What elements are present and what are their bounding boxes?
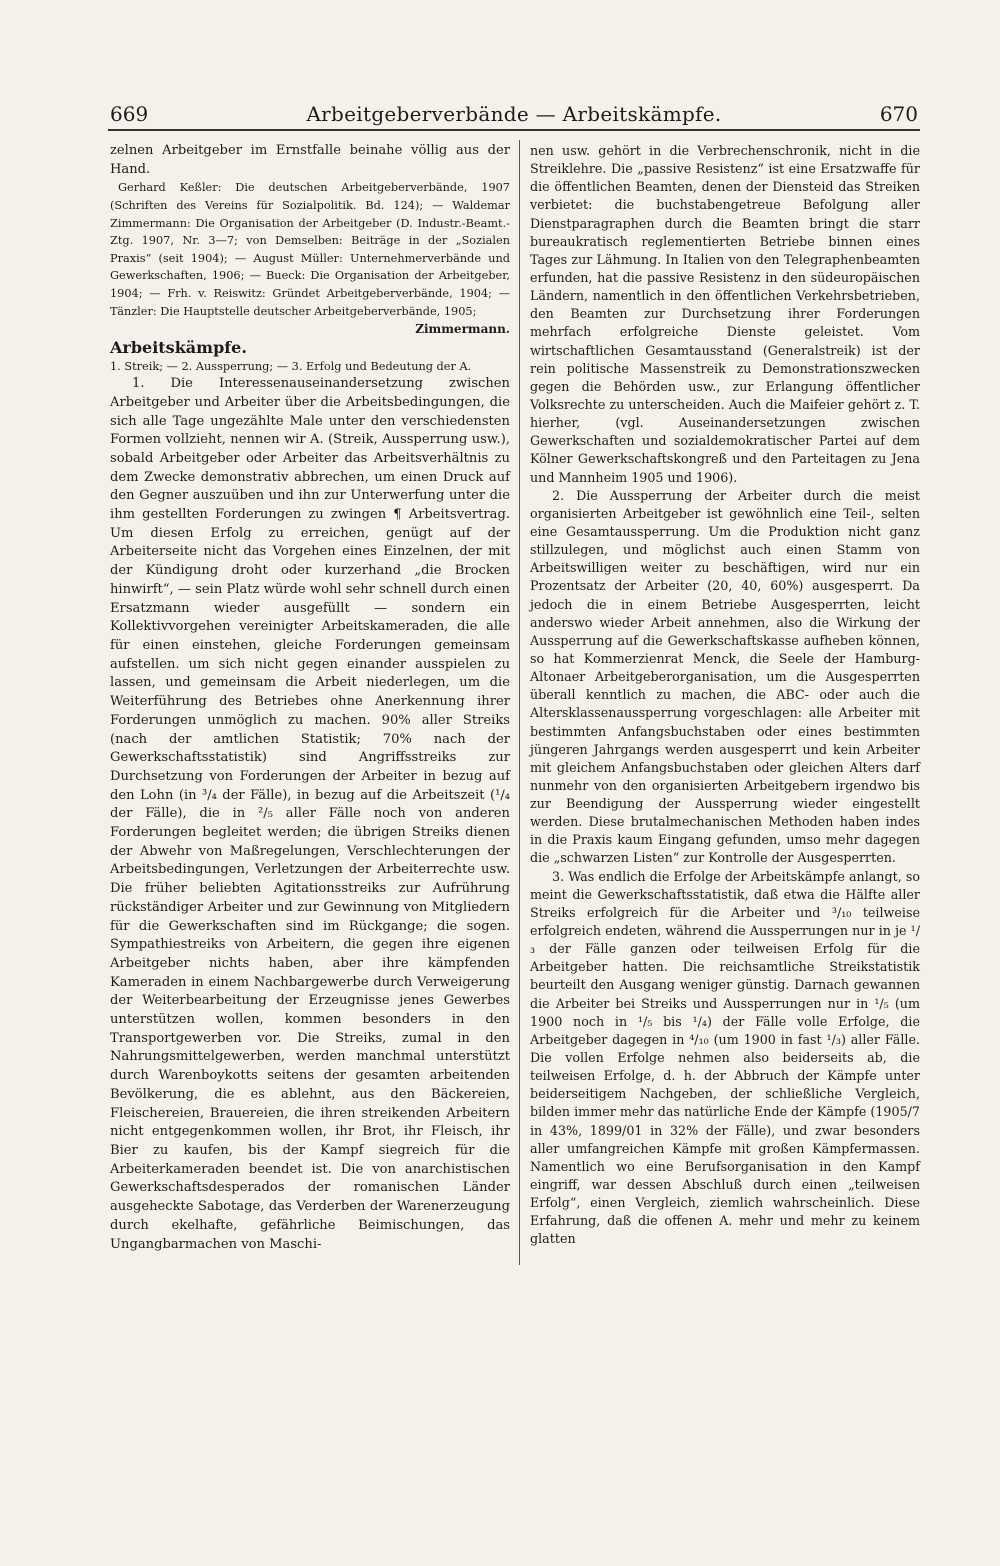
right-column	[530, 142, 920, 1249]
column-divider	[519, 140, 520, 1265]
author-signature: Zimmermann.	[415, 322, 510, 337]
running-header	[110, 96, 918, 126]
page-number-left: 669	[110, 102, 149, 126]
header-rule	[108, 129, 920, 131]
section-contents: 1. Streik; — 2. Aussperrung; — 3. Erfolg und Bedeutung der A.	[110, 359, 472, 373]
paragraph-2: 2. Die Aussperrung der Arbeiter durch die meist organisierten Arbeitgeber ist gewöhnlich eine Teil-, selten eine Gesamtaussperrung. Um die Produktion nicht ganz stillzulegen, und möglichst auch einen Stamm von Arbeitswilligen weiter zu beschäftigen, wird nur ein Prozentsatz der Arbeiter (20, 40, 60%) ausgesperrt. Da jedoch die in einem Betriebe Ausgesperrten, leicht anderswo wieder Arbeit annehmen, also die Wirkung der Aussperrung auf die Gewerkschaftskasse aufheben können, so hat Kommerzienrat Menck, die Seele der Hamburg-Altonaer Arbeitgeberorganisation, um die Ausgesperrten überall kenntlich zu machen, die ABC- oder auch die Altersklassenaussperrung vorgeschlagen: alle Arbeiter mit bestimmten Anfangsbuchstaben oder eines bestimmten jüngeren Jahrgangs werden ausgesperrt und kein Arbeiter mit gleichem Anfangsbuchstaben oder gleichen Alters darf nunmehr von den organisierten Arbeitgebern irgendwo bis zur Beendigung der Aussperrung wieder eingestellt werden. Diese brutalmechanischen Methoden haben indes in die Praxis kaum Eingang gefunden, umso mehr dagegen die „schwarzen Listen“ zur Kontrolle der Ausgesperrten.	[530, 487, 920, 866]
running-title: Arbeitgeberverbände — Arbeitskämpfe.	[306, 102, 722, 126]
paragraph-continued: nen usw. gehört in die Verbrechenschronik, nicht in die Streiklehre. Die „passive Resistenz“ ist eine Ersatzwaffe für die öffentlichen Beamten, denen der Diensteid das Streiken verbietet: die buchstabengetreue Befolgung aller Dienstparagraphen durch die Beamten bringt die starr bureaukratisch reglementierten Betriebe binnen eines Tages zur Lähmung. In Italien von den Telegraphenbeamten erfunden, hat die passive Resistenz in den südeuropäischen Ländern, namentlich in den öffentlichen Verkehrsbetrieben, den Beamten zur Durchsetzung ihrer Forderungen mehrfach erfolgreiche Dienste geleistet. Vom wirtschaftlichen Gesamtausstand (Generalstreik) ist der rein politische Massenstreik zu Demonstrationszwecken gegen die Behörden usw., zur Erlangung öffentlicher Volksrechte zu unterscheiden. Auch die Maifeier gehört z. T. hierher, (vgl. Auseinandersetzungen zwischen Gewerkschaften und sozialdemokratischer Partei auf dem Kölner Gewerkschaftskongreß und den Parteitagen zu Jena und Mannheim 1905 und 1906).	[530, 143, 920, 485]
bibliography: Gerhard Keßler: Die deutschen Arbeitgeberverbände, 1907 (Schriften des Vereins für Sozialpolitik. Bd. 124); — Waldemar Zimmermann: Die Organisation der Arbeitgeber (D. Industr.-Beamt.-Ztg. 1907, Nr. 3—7; von Demselben: Beiträge in der „Sozialen Praxis“ (seit 1904); — August Müller: Unternehmerverbände und Gewerkschaften, 1906; — Bueck: Die Organisation der Arbeitgeber, 1904; — Frh. v. Reiswitz: Gründet Arbeitgeberverbände, 1904; — Tänzler: Die Hauptstelle deutscher Arbeitgeberverbände, 1905;	[110, 181, 510, 318]
paragraph-3: 3. Was endlich die Erfolge der Arbeitskämpfe anlangt, so meint die Gewerkschaftsstatistik, daß etwa die Hälfte aller Streiks erfolgreich für die Arbeiter und ³/₁₀ teilweise erfolgreich endeten, während die Aussperrungen nur in je ¹/₃ der Fälle ganzen oder teilweisen Erfolg für die Arbeitgeber hatten. Die reichsamtliche Streikstatistik beurteilt den Ausgang weniger günstig. Darnach gewannen die Arbeiter bei Streiks und Aussperrungen nur in ¹/₅ (um 1900 noch in ¹/₅ bis ¹/₄) der Fälle volle Erfolge, die Arbeitgeber dagegen in ⁴/₁₀ (um 1900 in fast ¹/₃) aller Fälle. Die vollen Erfolge nehmen also beiderseits ab, die teilweisen Erfolge, d. h. der Abbruch der Kämpfe unter beiderseitigem Nachgeben, der schließliche Vergleich, bilden immer mehr das natürliche Ende der Kämpfe (1905/7 in 43%, 1899/01 in 32% der Fälle), und zwar besonders aller umfangreichen Kämpfe mit großen Kämpfermassen. Namentlich wo eine Berufsorganisation in den Kampf eingriff, war dessen Abschluß durch einen „teilweisen Erfolg“, einen Vergleich, ziemlich wahrscheinlich. Diese Erfahrung, daß die offenen A. mehr und mehr zu keinem glatten	[530, 868, 920, 1247]
paragraph-1: 1. Die Interessenauseinandersetzung zwischen Arbeitgeber und Arbeiter über die Arbeitsbedingungen, die sich alle Tage ungezählte Male unter den verschiedensten Formen vollzieht, nennen wir A. (Streik, Aussperrung usw.), sobald Arbeitgeber oder Arbeiter das Arbeitsverhältnis zu dem Zwecke demonstrativ abbrechen, um einen Druck auf den Gegner auszuüben und ihn zur Unterwerfung unter die ihm gestellten Forderungen zu zwingen ¶ Arbeitsvertrag. Um diesen Erfolg zu erreichen, genügt auf der Arbeiterseite nicht das Vorgehen eines Einzelnen, der mit der Kündigung droht oder kurzerhand „die Brocken hinwirft“, — sein Platz würde wohl sehr schnell durch einen Ersatzmann wieder ausgefüllt — sondern ein Kollektivvorgehen vereinigter Arbeitskameraden, die alle für einen einstehen, gleiche Forderungen gemeinsam aufstellen. um sich nicht gegen einander ausspielen zu lassen, und gemeinsam die Arbeit niederlegen, um die Weiterführung des Betriebes ohne Anerkennung ihrer Forderungen unmöglich zu machen. 90% aller Streiks (nach der amtlichen Statistik; 70% nach der Gewerkschaftsstatistik) sind Angriffsstreiks zur Durchsetzung von Forderungen der Arbeiter in bezug auf den Lohn (in ³/₄ der Fälle), in bezug auf die Arbeitszeit (¹/₄ der Fälle), die in ²/₅ aller Fälle noch von anderen Forderungen begleitet werden; die übrigen Streiks dienen der Abwehr von Maßregelungen, Verschlechterungen der Arbeitsbedingungen, Verletzungen der Arbeiterrechte usw. Die früher beliebten Agitationsstreiks zur Aufrührung rückständiger Arbeiter und zur Gewinnung von Mitgliedern für die Gewerkschaften sind im Rückgange; die sogen. Sympathiestreiks von Arbeitern, die gegen ihre eigenen Arbeitgeber nichts haben, aber ihre kämpfenden Kameraden in einem Nachbargewerbe durch Verweigerung der Weiterbearbeitung der Erzeugnisse jenes Gewerbes unterstützen wollen, kommen besonders in den Transportgewerben vor. Die Streiks, zumal in den Nahrungsmittelgewerben, werden manchmal unterstützt durch Warenboykotts seitens der gesamten arbeitenden Bevölkerung, die es ablehnt, aus den Bäckereien, Fleischereien, Brauereien, die ihren streikenden Arbeitern nicht entgegenkommen wollen, ihr Brot, ihr Fleisch, ihr Bier zu kaufen, bis der Kampf siegreich für die Arbeiterkameraden beendet ist. Die von anarchistischen Gewerkschaftsdesperados der romanischen Länder ausgeheckte Sabotage, das Verderben der Warenerzeugung durch ekelhafte, gefährliche Beimischungen, das Ungangbarmachen von Maschi-	[110, 376, 510, 1252]
page-number-right: 670	[879, 102, 918, 126]
left-column	[110, 142, 510, 1254]
intro-text: zelnen Arbeitgeber im Ernstfalle beinahe völlig aus der Hand.	[110, 143, 510, 177]
section-title: Arbeitskämpfe.	[110, 337, 247, 357]
